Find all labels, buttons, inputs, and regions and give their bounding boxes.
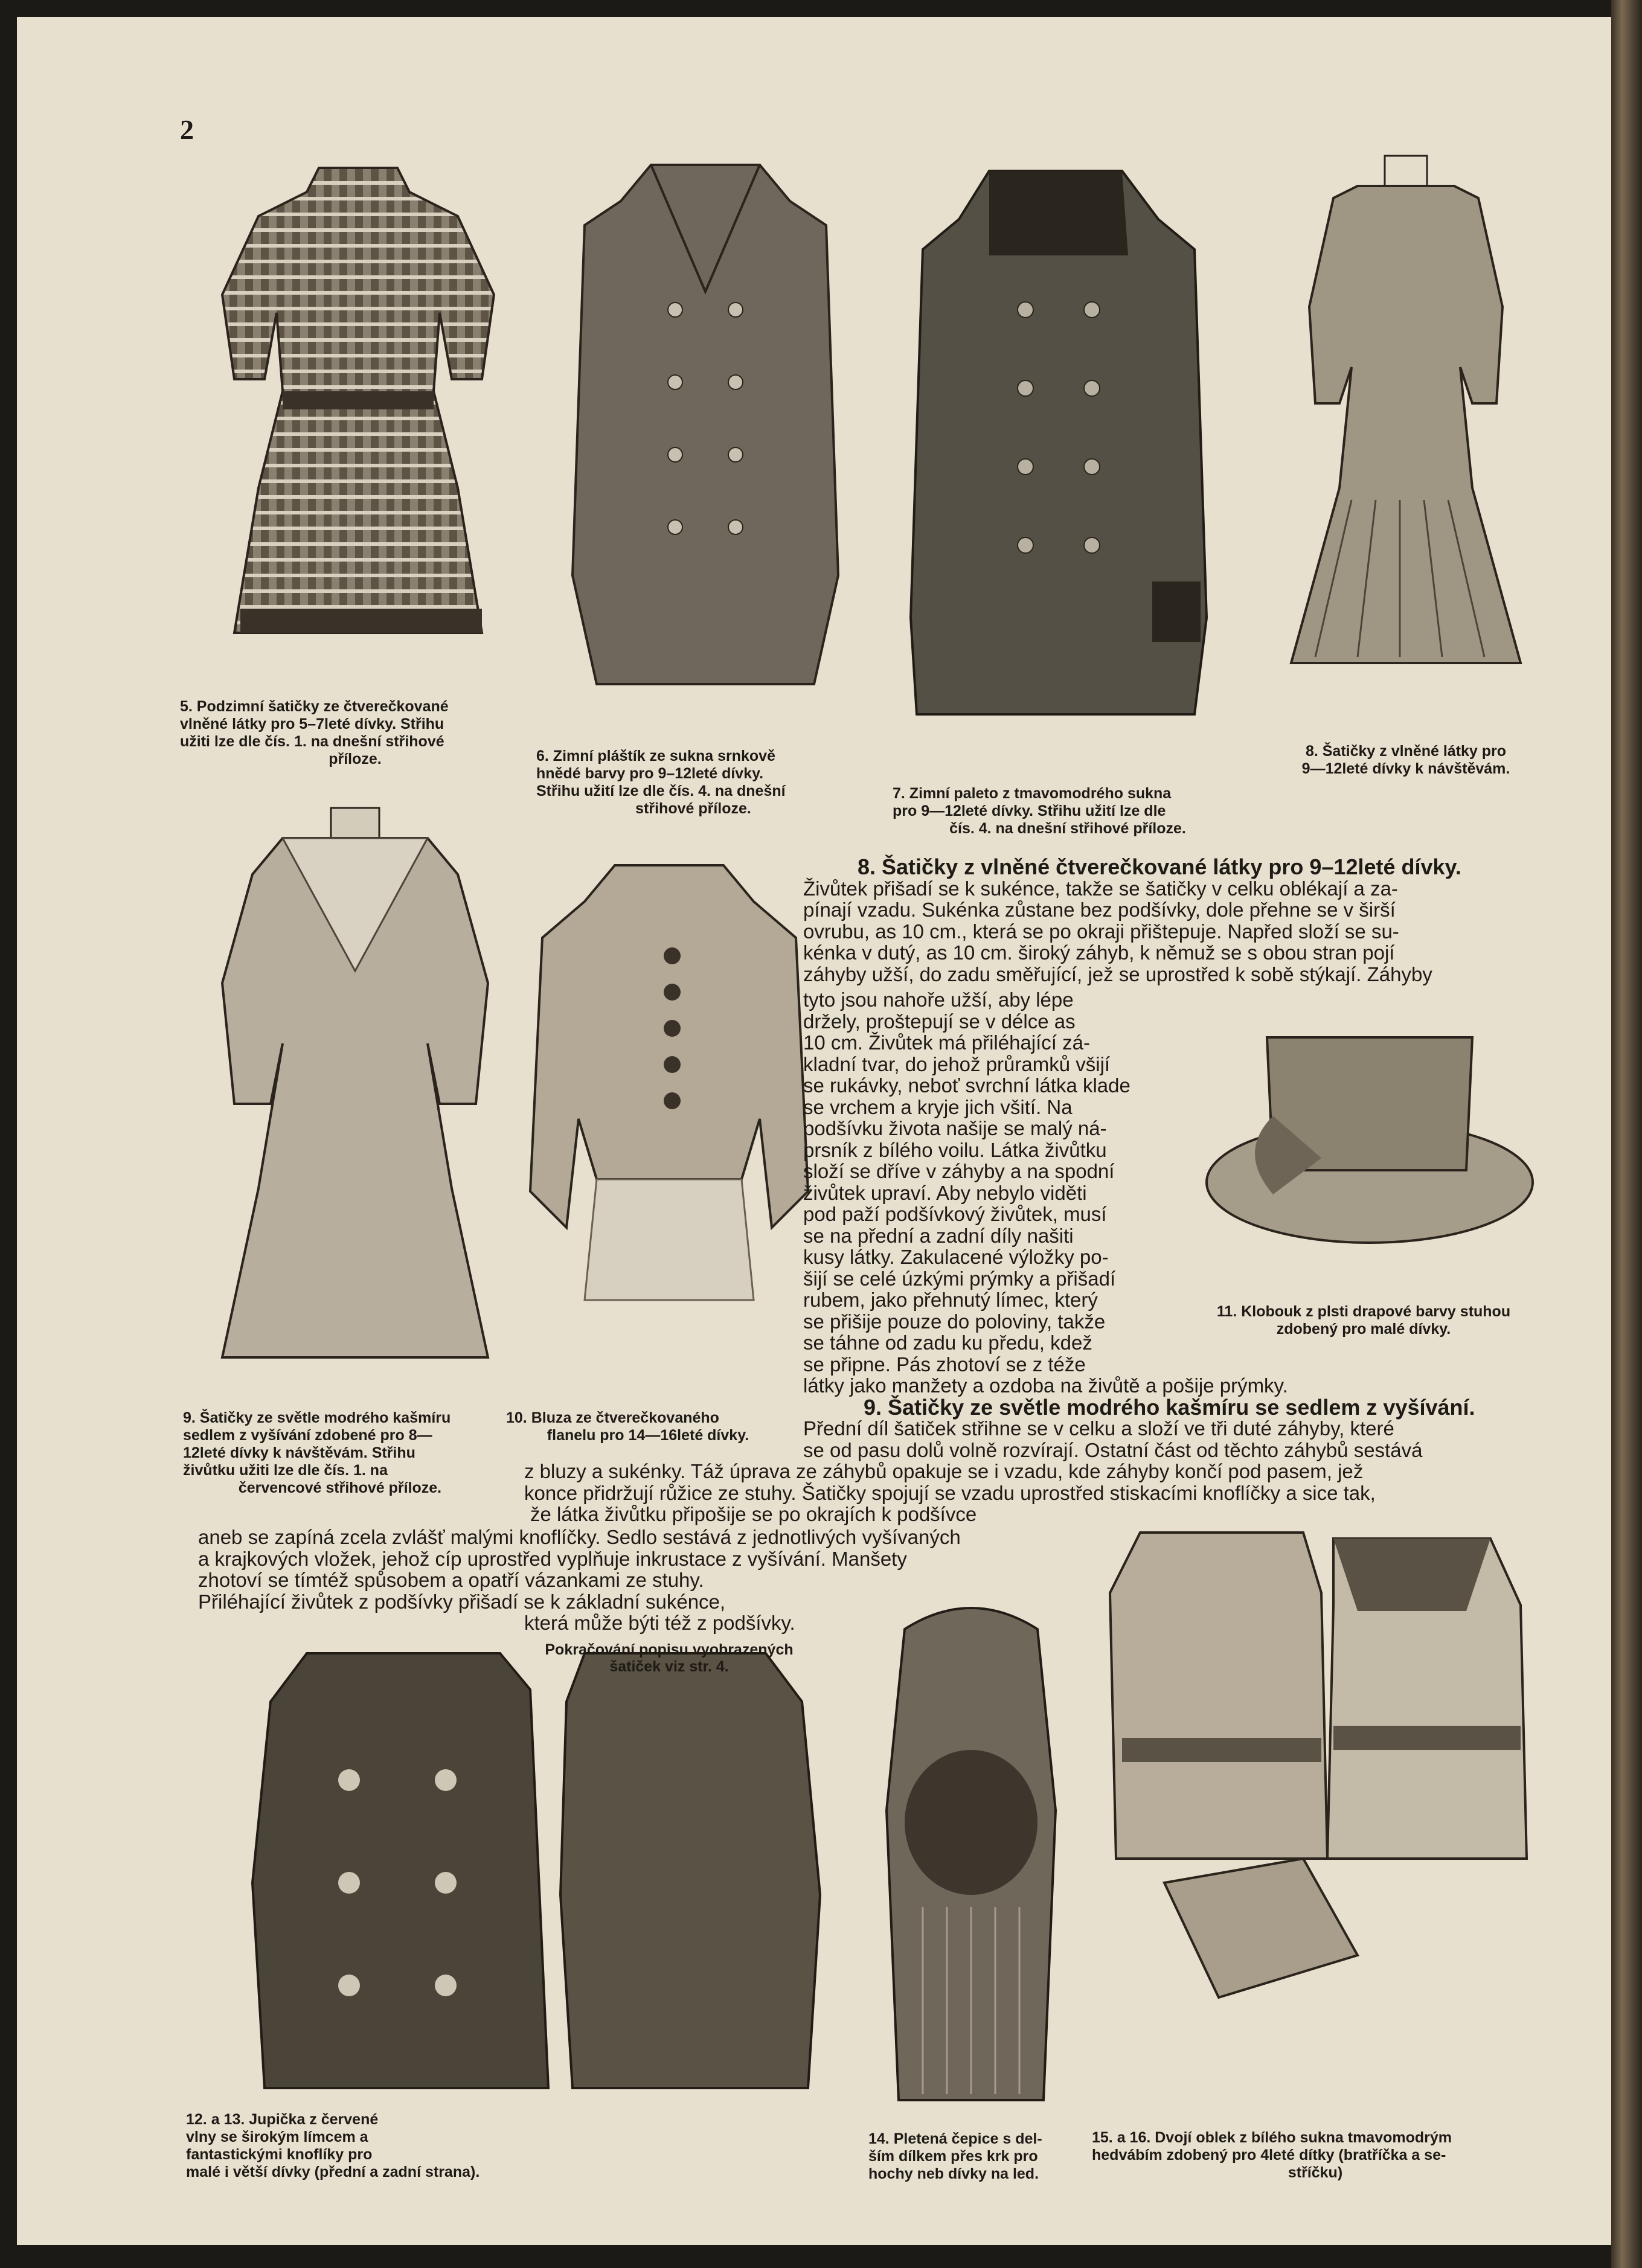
article-block-2	[803, 989, 1190, 1375]
caption-figure-15-16	[1092, 2129, 1539, 2182]
caption-line: 5. Podzimní šatičky ze čtverečkované	[180, 698, 449, 715]
article-line: konce přidržují růžice ze stuhy. Šatičky spojují se vzadu uprostřed stiskacími knoflíčky a sice tak,	[524, 1481, 1376, 1504]
caption-line: malé i větší dívky (přední a zadní strana).	[186, 2164, 480, 2180]
article-line: rubem, jako přehnutý límec, který	[803, 1289, 1098, 1311]
article-block-3	[524, 1375, 1539, 1525]
caption-line: 14. Pletená čepice s del-	[868, 2130, 1042, 2147]
article-line: se vrchem a kryje jich všití. Na	[803, 1095, 1073, 1118]
article-line: se připne. Pás zhotoví se z téže	[803, 1353, 1086, 1376]
article-line: se od pasu dolů volně rozvírají. Ostatní část od těchto záhybů sestává	[803, 1438, 1423, 1461]
continued-line: šatiček viz str. 4.	[609, 1658, 729, 1675]
caption-line: flanelu pro 14—16leté dívky.	[547, 1427, 749, 1444]
article-line: látky jako manžety a ozdoba na živůtě a pošije prýmky.	[803, 1374, 1288, 1397]
article-line: 10 cm. Živůtek má přiléhající zá-	[803, 1031, 1090, 1054]
caption-line: ším dílkem přes krk pro	[868, 2148, 1038, 2165]
article-line: Živůtek přišadí se k sukénce, takže se šatičky v celku oblékají a za-	[803, 877, 1398, 900]
article-line: se rukávky, neboť svrchní látka klade	[803, 1074, 1130, 1097]
caption-line: hochy neb dívky na led.	[868, 2165, 1039, 2182]
caption-line: červencové střihové příloze.	[238, 1479, 442, 1496]
caption-line: příloze.	[329, 751, 382, 767]
article-block-1	[803, 856, 1540, 985]
article-line: kusy látky. Zakulacené výložky po-	[803, 1246, 1109, 1268]
caption-line: střihové příloze.	[635, 800, 751, 817]
caption-line: 7. Zimní paleto z tmavomodrého sukna	[893, 785, 1172, 802]
article-line: se na přední a zadní díly našiti	[803, 1224, 1074, 1247]
caption-line: 12leté dívky k návštěvám. Střihu	[183, 1444, 415, 1461]
caption-line: 10. Bluza ze čtverečkovaného	[506, 1409, 719, 1426]
page-number: 2	[180, 114, 194, 145]
figure-11-felt-hat-illustration	[1201, 1013, 1539, 1249]
caption-line: vlny se širokým límcem a	[186, 2129, 368, 2145]
article-line: záhyby užší, do zadu směřující, jež se uprostřed k sobě stýkají. Záhyby	[803, 963, 1432, 985]
caption-line: užiti lze dle čís. 1. na dnešní střihové	[180, 733, 444, 750]
caption-line: 6. Zimní pláštík ze sukna srnkově	[536, 748, 775, 764]
continued-note	[512, 1641, 826, 1675]
article-line: šijí se celé úzkými prýmky a přišadí	[803, 1267, 1116, 1290]
caption-figure-11	[1188, 1303, 1539, 1338]
figure-10-checked-blouse-illustration	[524, 853, 814, 1312]
article-line: z bluzy a sukénky. Táž úprava ze záhybů opakuje se i vzadu, kde záhyby končí pod pasem, jež	[524, 1460, 1364, 1482]
continued-line: Pokračování popisu vyobrazených	[545, 1641, 794, 1658]
caption-figure-7	[893, 785, 1243, 838]
article-line: aneb se zapíná zcela zvlášť malými knoflíčky. Sedlo sestává z jednotlivých vyšívaných	[198, 1526, 961, 1548]
figure-14-knitted-cap-illustration	[856, 1593, 1086, 2112]
figure-9-cashmere-dress-illustration	[198, 802, 512, 1369]
caption-figure-6	[536, 748, 850, 818]
caption-figure-5	[180, 698, 530, 768]
article-line: která může býti též z podšívky.	[524, 1612, 795, 1634]
article-heading-8: 8. Šatičky z vlněné čtverečkované látky pro 9–12leté dívky.	[858, 854, 1461, 879]
figure-7-dark-paletot-illustration	[905, 159, 1219, 726]
article-line: prsník z bílého voilu. Látka živůtku	[803, 1138, 1107, 1161]
article-line: ovrubu, as 10 cm., která se po okraji přištepuje. Napřed složí se su-	[803, 920, 1399, 943]
article-line: pínají vzadu. Sukénka zůstane bez podšívky, dole přehne se v širší	[803, 899, 1396, 921]
caption-line: 12. a 13. Jupička z červené	[186, 2111, 379, 2128]
article-line: držely, proštepují se v délce as	[803, 1010, 1076, 1033]
caption-line: 11. Klobouk z plsti drapové barvy stuhou	[1216, 1303, 1511, 1320]
article-line: se táhne od zadu ku předu, kdež	[803, 1331, 1092, 1354]
caption-figure-12-13	[186, 2111, 572, 2181]
caption-line: fantastickými knoflíky pro	[186, 2146, 373, 2163]
article-line: složí se dříve v záhyby a na spodní	[803, 1160, 1115, 1182]
book-spine-edge	[1611, 0, 1642, 2268]
article-line: kladní tvar, do jehož průramků všijí	[803, 1052, 1111, 1075]
figure-6-winter-coat-illustration	[560, 153, 850, 696]
article-line: zhotoví se tímtéž spůsobem a opatří vázankami ze stuhy.	[198, 1569, 704, 1591]
caption-line: živůtku užiti lze dle čís. 1. na	[183, 1462, 388, 1479]
article-heading-9: 9. Šatičky ze světle modrého kašmíru se sedlem z vyšívání.	[864, 1394, 1475, 1420]
article-line: podšívku života našije se malý ná-	[803, 1117, 1107, 1139]
caption-line: hnědé barvy pro 9–12leté dívky.	[536, 765, 764, 782]
caption-line: 9—12leté dívky k návštěvám.	[1301, 760, 1510, 777]
caption-figure-14	[868, 2130, 1086, 2183]
article-line: Přední díl šatiček střihne se v celku a složí ve tři duté záhyby, které	[803, 1417, 1394, 1440]
caption-figure-8	[1273, 743, 1539, 778]
figure-12-13-knit-jackets-illustration	[246, 1629, 826, 2112]
article-line: kénka v dutý, as 10 cm. široký záhyb, k němuž se s obou stran pojí	[803, 941, 1395, 964]
article-line: že látka živůtku připošije se po okrajích k podšívce	[530, 1503, 977, 1525]
caption-line: sedlem z vyšívání zdobené pro 8—	[183, 1427, 432, 1444]
figure-8-wool-dress-illustration	[1279, 150, 1533, 681]
magazine-page	[17, 17, 1611, 2245]
article-line: Přiléhající živůtek z podšívky přišadí se k základní sukénce,	[198, 1590, 726, 1613]
caption-line: pro 9—12leté dívky. Střihu užití lze dle	[893, 802, 1166, 819]
caption-line: 9. Šatičky ze světle modrého kašmíru	[183, 1409, 451, 1426]
article-line: a krajkových vložek, jehož cíp uprostřed vyplňuje inkrustace z vyšívání. Manšety	[198, 1547, 907, 1570]
article-line: tyto jsou nahoře užší, aby lépe	[803, 988, 1074, 1011]
caption-line: 15. a 16. Dvojí oblek z bílého sukna tmavomodrým	[1092, 2129, 1452, 2146]
caption-line: Střihu užití lze dle čís. 4. na dnešní	[536, 783, 786, 799]
article-block-4	[198, 1526, 1080, 1634]
caption-line: zdobený pro malé dívky.	[1276, 1321, 1451, 1337]
caption-line: vlněné látky pro 5–7leté dívky. Střihu	[180, 716, 444, 732]
article-line: pod paží podšívkový živůtek, musí	[803, 1203, 1107, 1225]
article-line: živůtek upraví. Aby nebylo viděti	[803, 1181, 1087, 1204]
figure-5-checked-dress-illustration	[198, 150, 530, 657]
caption-line: stříčku)	[1288, 2164, 1343, 2181]
figure-15-16-white-suits-illustration	[1104, 1520, 1527, 2010]
caption-line: hedvábím zdobený pro 4leté dítky (bratříčka a se-	[1092, 2147, 1446, 2164]
caption-line: 8. Šatičky z vlněné látky pro	[1305, 743, 1507, 760]
caption-line: čís. 4. na dnešní střihové příloze.	[949, 820, 1186, 837]
caption-figure-9	[183, 1409, 497, 1497]
article-line: se přišije pouze do poloviny, takže	[803, 1310, 1106, 1333]
